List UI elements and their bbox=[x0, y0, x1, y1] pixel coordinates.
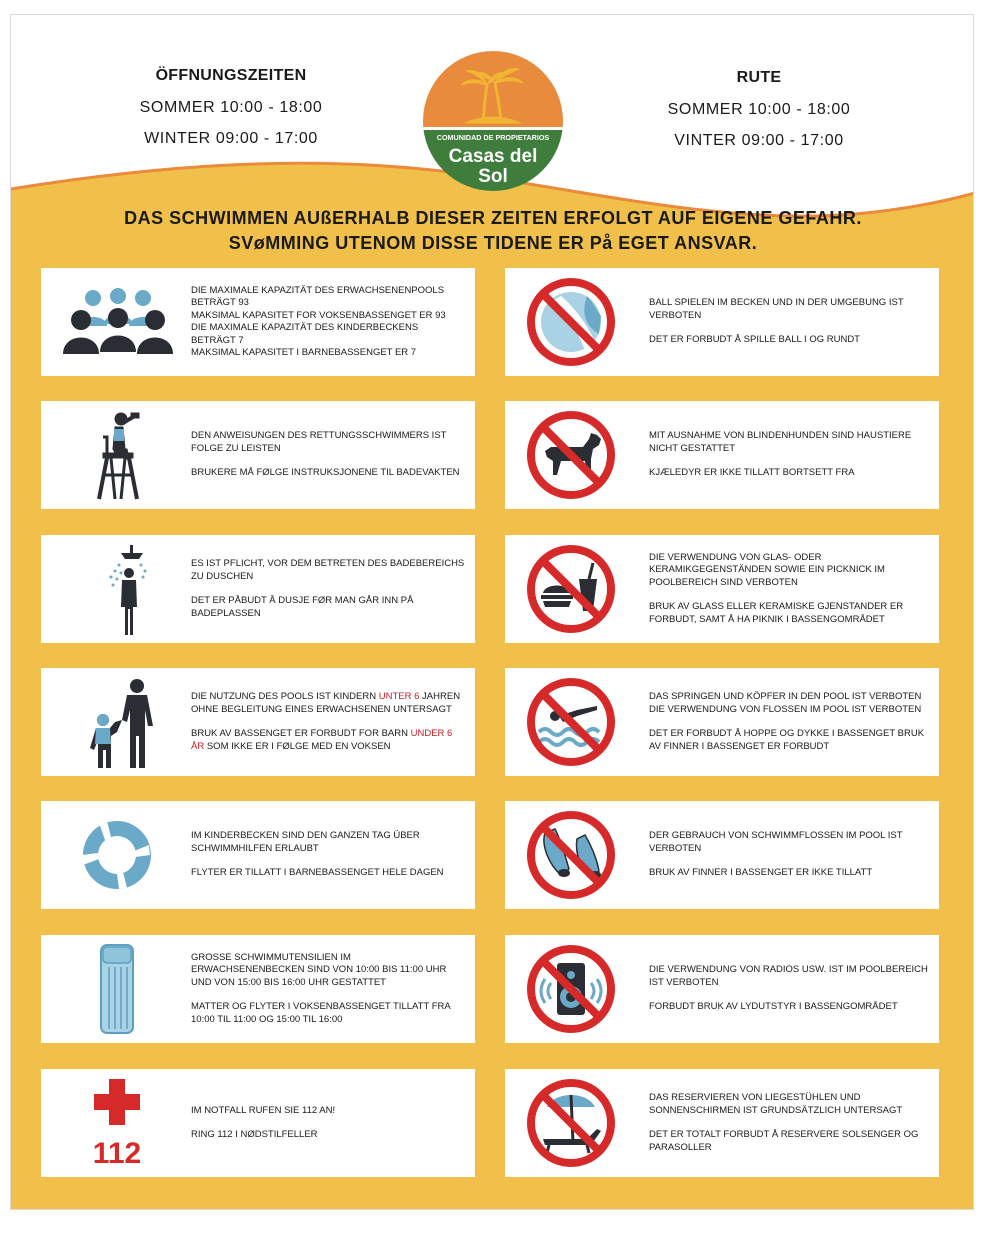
hours-summer-no: SOMMER 10:00 - 18:00 bbox=[667, 101, 851, 118]
rule-no-flippers-no: BRUK AV FINNER I BASSENGET ER IKKE TILLATT bbox=[649, 867, 873, 879]
rule-no-reserving bbox=[505, 1069, 939, 1177]
rule-emergency bbox=[41, 1069, 475, 1177]
no-ball-icon bbox=[521, 272, 621, 372]
rule-no-ball-no: DET ER FORBUDT Å SPILLE BALL I OG RUNDT bbox=[649, 334, 860, 346]
hours-summer-de: SOMMER 10:00 - 18:00 bbox=[139, 99, 323, 116]
rule-shower-no: DET ER PÅBUDT Å DUSJE FØR MAN GÅR INN PÅ BADEPLASSEN bbox=[191, 595, 414, 619]
logo-line3: Sol bbox=[478, 166, 508, 187]
rule-no-dogs bbox=[505, 401, 939, 509]
rule-mattress-de: GROSSE SCHWIMMUTENSILIEN IM ERWACHSENENBECKEN SIND VON 10:00 BIS 11:00 UHR UND VON 15:00 BIS 16:00 UHR GESTATTET bbox=[191, 951, 447, 988]
rule-children-text bbox=[191, 668, 465, 776]
rule-swim-aids bbox=[41, 801, 475, 909]
rule-emergency-text bbox=[191, 1069, 465, 1177]
rule-capacity-line: MAKSIMAL KAPASITET FOR VOKSENBASSENGET ER 93 bbox=[191, 309, 446, 321]
air-mattress-icon bbox=[59, 943, 177, 1035]
rule-no-picnic-text bbox=[649, 535, 929, 643]
rule-children bbox=[41, 668, 475, 776]
rule-lifeguard-de: DEN ANWEISUNGEN DES RETTUNGSSCHWIMMERS IST FOLGE ZU LEISTEN bbox=[191, 430, 447, 454]
lifebuoy-icon bbox=[59, 809, 177, 901]
rule-children-de: DIE NUTZUNG DES POOLS IST KINDERN UNTER 6 JAHREN OHNE BEGLEITUNG EINES ERWACHSENEN UNTERSAGT bbox=[191, 691, 461, 715]
rule-no-flippers-de: DER GEBRAUCH VON SCHWIMMFLOSSEN IM POOL IST VERBOTEN bbox=[649, 830, 903, 854]
adult-child-icon bbox=[59, 676, 177, 768]
rule-lifeguard-no: BRUKERE MÅ FØLGE INSTRUKSJONENE TIL BADEVAKTEN bbox=[191, 467, 460, 479]
no-picnic-icon bbox=[521, 539, 621, 639]
rule-swim-aids-no: FLYTER ER TILLATT I BARNEBASSENGET HELE DAGEN bbox=[191, 867, 444, 879]
no-diving-icon bbox=[521, 672, 621, 772]
rule-lifeguard bbox=[41, 401, 475, 509]
no-dogs-icon bbox=[521, 405, 621, 505]
rule-no-picnic bbox=[505, 535, 939, 643]
rule-emergency-de: IM NOTFALL RUFEN SIE 112 AN! bbox=[191, 1104, 336, 1116]
emergency-number: 112 bbox=[92, 1137, 142, 1169]
no-reserving-icon bbox=[521, 1073, 621, 1173]
rule-no-ball-de: BALL SPIELEN IM BECKEN UND IN DER UMGEBUNG IST VERBOTEN bbox=[649, 297, 904, 321]
rule-no-picnic-no: BRUK AV GLASS ELLER KERAMISKE GJENSTANDER ER FORBUDT, SAMT Å HA PIKNIK I BASSENGOMRÅDET bbox=[649, 601, 904, 625]
no-radio-icon bbox=[521, 939, 621, 1039]
hours-title-de: ÖFFNUNGSZEITEN bbox=[155, 67, 307, 84]
rule-shower-text bbox=[191, 535, 465, 643]
hours-winter-de: WINTER 09:00 - 17:00 bbox=[144, 130, 318, 147]
rule-mattress-no: MATTER OG FLYTER I VOKSENBASSENGET TILLATT FRA 10:00 TIL 11:00 OG 15:00 TIL 16:00 bbox=[191, 1001, 451, 1025]
rule-no-flippers-text bbox=[649, 801, 929, 909]
rule-no-reserving-no: DET ER TOTALT FORBUDT Å RESERVERE SOLSENGER OG PARASOLLER bbox=[649, 1129, 919, 1153]
rule-no-ball-text bbox=[649, 268, 929, 376]
rule-no-reserving-text bbox=[649, 1069, 929, 1177]
rule-capacity-line: DIE MAXIMALE KAPAZITÄT DES ERWACHSENENPOOLS BETRÄGT 93 bbox=[191, 284, 445, 308]
shower-icon bbox=[59, 543, 177, 635]
rule-swim-aids-text bbox=[191, 801, 465, 909]
logo-line1: COMUNIDAD DE PROPIETARIOS bbox=[436, 133, 550, 142]
rule-no-ball bbox=[505, 268, 939, 376]
no-flippers-icon bbox=[521, 805, 621, 905]
rule-no-diving-text bbox=[649, 668, 929, 776]
casas-del-sol-logo bbox=[421, 49, 565, 193]
rule-shower-de: ES IST PFLICHT, VOR DEM BETRETEN DES BADEBEREICHS ZU DUSCHEN bbox=[191, 558, 465, 582]
logo-line2: Casas del bbox=[448, 146, 538, 167]
rule-no-picnic-de: DIE VERWENDUNG VON GLAS- ODER KERAMIKGEGENSTÄNDEN SOWIE EIN PICKNICK IM POOLBEREICH SIND VERBOTEN bbox=[649, 551, 885, 588]
rule-no-reserving-de: DAS RESERVIEREN VON LIEGESTÜHLEN UND SONNENSCHIRMEN IST GRUNDSÄTZLICH UNTERSAGT bbox=[649, 1092, 903, 1116]
rule-swim-aids-de: IM KINDERBECKEN SIND DEN GANZEN TAG ÜBER SCHWIMMHILFEN ERLAUBT bbox=[191, 830, 420, 854]
rule-lifeguard-text bbox=[191, 401, 465, 509]
opening-hours-no bbox=[609, 69, 909, 163]
rule-capacity-line: DIE MAXIMALE KAPAZITÄT DES KINDERBECKENS BETRÄGT 7 bbox=[191, 322, 419, 346]
pool-rules-poster bbox=[10, 14, 974, 1210]
rule-mattress bbox=[41, 935, 475, 1043]
lifeguard-icon bbox=[59, 409, 177, 501]
rule-shower bbox=[41, 535, 475, 643]
warning-de: DAS SCHWIMMEN AUßERHALB DIESER ZEITEN ERFOLGT AUF EIGENE GEFAHR. bbox=[124, 208, 862, 228]
rule-no-dogs-no: KJÆLEDYR ER IKKE TILLATT BORTSETT FRA bbox=[649, 467, 855, 479]
rule-no-diving bbox=[505, 668, 939, 776]
rule-no-flippers bbox=[505, 801, 939, 909]
rule-no-radio-de: DIE VERWENDUNG VON RADIOS USW. IST IM POOLBEREICH IST VERBOTEN bbox=[649, 964, 928, 988]
rule-mattress-text bbox=[191, 935, 465, 1043]
rule-no-diving-no: DET ER FORBUDT Å HOPPE OG DYKKE I BASSENGET BRUK AV FINNER I BASSENGET ER FORBUDT bbox=[649, 728, 925, 752]
hours-title-no: RUTE bbox=[736, 69, 782, 86]
first-aid-icon bbox=[59, 1077, 177, 1169]
rule-capacity-line: MAKSIMAL KAPASITET I BARNEBASSENGET ER 7 bbox=[191, 347, 417, 358]
hours-winter-no: VINTER 09:00 - 17:00 bbox=[674, 132, 844, 149]
rule-no-dogs-de: MIT AUSNAHME VON BLINDENHUNDEN SIND HAUSTIERE NICHT GESTATTET bbox=[649, 430, 912, 454]
rule-no-dogs-text bbox=[649, 401, 929, 509]
opening-hours-de bbox=[81, 67, 381, 161]
warning-no: SVøMMING UTENOM DISSE TIDENE ER På EGET ANSVAR. bbox=[228, 233, 758, 253]
rule-no-radio-text bbox=[649, 935, 929, 1043]
rule-no-radio bbox=[505, 935, 939, 1043]
rule-capacity-text bbox=[191, 268, 465, 376]
rule-capacity bbox=[41, 268, 475, 376]
rule-no-radio-no: FORBUDT BRUK AV LYDUTSTYR I BASSENGOMRÅDET bbox=[649, 1001, 898, 1013]
rule-no-diving-de: DAS SPRINGEN UND KÖPFER IN DEN POOL IST VERBOTEN DIE VERWENDUNG VON FLOSSEN IM POOL IST VERBOTEN bbox=[649, 691, 922, 715]
group-icon bbox=[59, 276, 177, 368]
rule-children-no: BRUK AV BASSENGET ER FORBUDT FOR BARN UNDER 6 ÅR SOM IKKE ER I FØLGE MED EN VOKSEN bbox=[191, 728, 453, 752]
rule-emergency-no: RING 112 I NØDSTILFELLER bbox=[191, 1129, 318, 1140]
